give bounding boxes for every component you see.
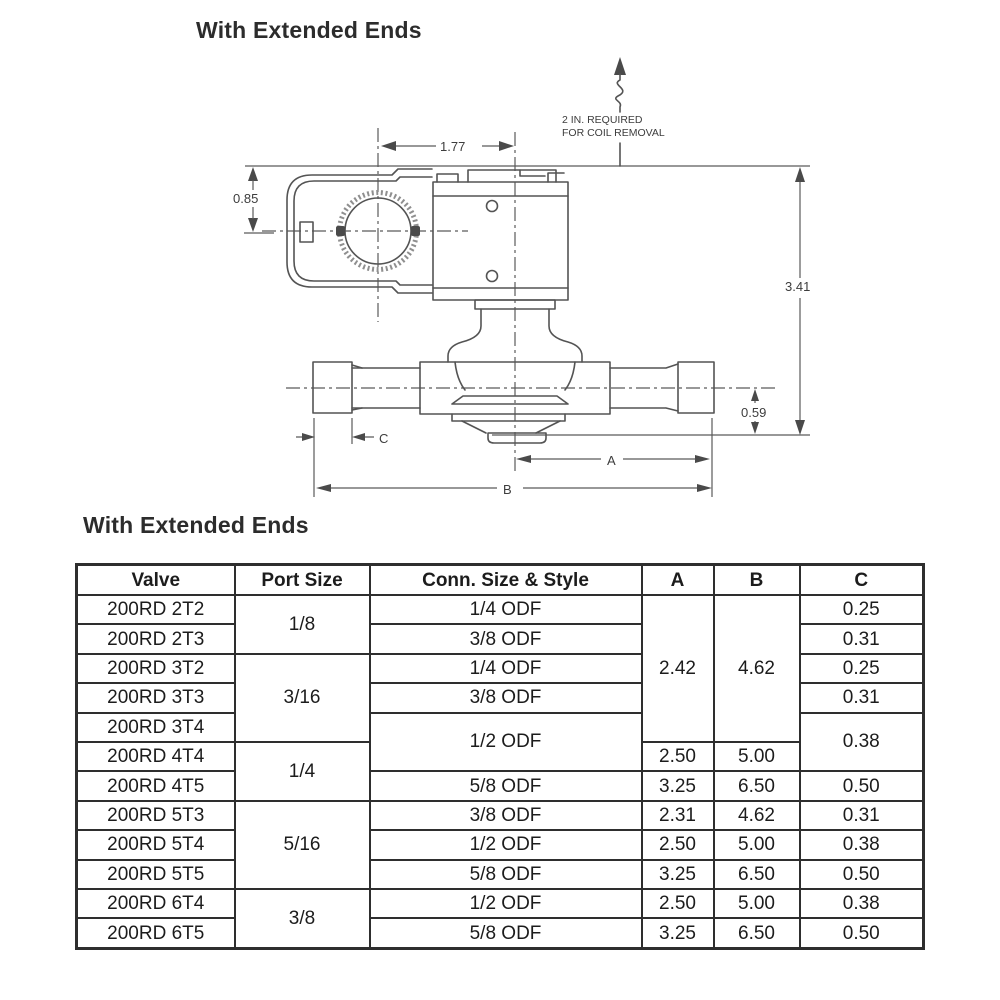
cell-c: 0.50 (800, 918, 924, 948)
cell-port: 3/8 (235, 889, 370, 949)
cell-valve: 200RD 6T4 (77, 889, 235, 918)
valve-spec-table (75, 563, 925, 950)
coil-removal-note-line2: FOR COIL REMOVAL (562, 127, 665, 139)
cell-b: 5.00 (714, 889, 800, 918)
cell-valve: 200RD 6T5 (77, 918, 235, 948)
cell-a: 3.25 (642, 771, 714, 800)
dimension-c (296, 433, 374, 441)
cell-b: 5.00 (714, 742, 800, 771)
cell-valve: 200RD 4T4 (77, 742, 235, 771)
header-a: A (642, 565, 714, 596)
cell-valve: 200RD 2T2 (77, 595, 235, 624)
cell-conn: 3/8 ODF (370, 801, 642, 830)
cell-c: 0.25 (800, 595, 924, 624)
cell-valve: 200RD 5T5 (77, 860, 235, 889)
cell-a: 3.25 (642, 918, 714, 948)
cell-valve: 200RD 3T2 (77, 654, 235, 683)
table-row (77, 595, 924, 624)
cell-conn: 3/8 ODF (370, 683, 642, 712)
cell-conn: 3/8 ODF (370, 624, 642, 653)
header-valve: Valve (77, 565, 235, 596)
extension-lines (244, 166, 810, 497)
cell-conn: 1/4 ODF (370, 654, 642, 683)
dim-label-a: A (607, 453, 616, 468)
cell-c: 0.50 (800, 860, 924, 889)
dim-label-0-85: 0.85 (233, 191, 259, 206)
header-b: B (714, 565, 800, 596)
cell-b: 4.62 (714, 801, 800, 830)
cell-port: 5/16 (235, 801, 370, 889)
cell-port: 1/4 (235, 742, 370, 801)
cell-b: 5.00 (714, 830, 800, 859)
cell-valve: 200RD 3T3 (77, 683, 235, 712)
table-row (77, 889, 924, 918)
cell-conn: 5/8 ODF (370, 860, 642, 889)
header-c: C (800, 565, 924, 596)
cell-valve: 200RD 5T4 (77, 830, 235, 859)
cell-a: 2.50 (642, 830, 714, 859)
cell-a: 2.31 (642, 801, 714, 830)
cell-a: 3.25 (642, 860, 714, 889)
cell-conn: 5/8 ODF (370, 771, 642, 800)
cell-conn: 5/8 ODF (370, 918, 642, 948)
coil-removal-note-line1: 2 IN. REQUIRED (562, 114, 643, 126)
page-title: With Extended Ends (196, 17, 422, 43)
table-header-row (77, 565, 924, 596)
cell-b: 4.62 (714, 595, 800, 742)
dim-label-1-77: 1.77 (440, 139, 466, 154)
dim-label-0-59: 0.59 (741, 405, 767, 420)
cell-c: 0.38 (800, 889, 924, 918)
cell-b: 6.50 (714, 860, 800, 889)
cell-conn: 1/2 ODF (370, 889, 642, 918)
header-port-size: Port Size (235, 565, 370, 596)
cell-conn: 1/4 ODF (370, 595, 642, 624)
table-title: With Extended Ends (83, 512, 309, 538)
cell-valve: 200RD 3T4 (77, 713, 235, 742)
cell-c: 0.31 (800, 801, 924, 830)
cell-port: 3/16 (235, 654, 370, 742)
cell-b: 6.50 (714, 771, 800, 800)
cell-a: 2.50 (642, 742, 714, 771)
dimension-b (316, 484, 712, 492)
table-row (77, 830, 924, 859)
header-conn-size-style: Conn. Size & Style (370, 565, 642, 596)
cell-a: 2.50 (642, 889, 714, 918)
coil-removal-arrow (614, 57, 626, 166)
cell-c: 0.25 (800, 654, 924, 683)
cell-b: 6.50 (714, 918, 800, 948)
cell-c: 0.31 (800, 624, 924, 653)
cell-c: 0.38 (800, 713, 924, 772)
cell-c: 0.38 (800, 830, 924, 859)
cell-port: 1/8 (235, 595, 370, 654)
dim-label-c: C (379, 431, 389, 446)
cell-c: 0.31 (800, 683, 924, 712)
table-row (77, 860, 924, 889)
coil-body (433, 170, 568, 300)
cell-a: 2.42 (642, 595, 714, 742)
bottom-cap (452, 414, 565, 443)
dim-label-b: B (503, 482, 512, 497)
cell-conn: 1/2 ODF (370, 713, 642, 772)
table-row (77, 801, 924, 830)
cell-conn: 1/2 ODF (370, 830, 642, 859)
cell-c: 0.50 (800, 771, 924, 800)
table-row (77, 918, 924, 948)
dimension-overall-height (795, 167, 805, 435)
cell-valve: 200RD 4T5 (77, 771, 235, 800)
dim-label-3-41: 3.41 (785, 279, 811, 294)
cell-valve: 200RD 5T3 (77, 801, 235, 830)
cell-valve: 200RD 2T3 (77, 624, 235, 653)
table-row (77, 771, 924, 800)
